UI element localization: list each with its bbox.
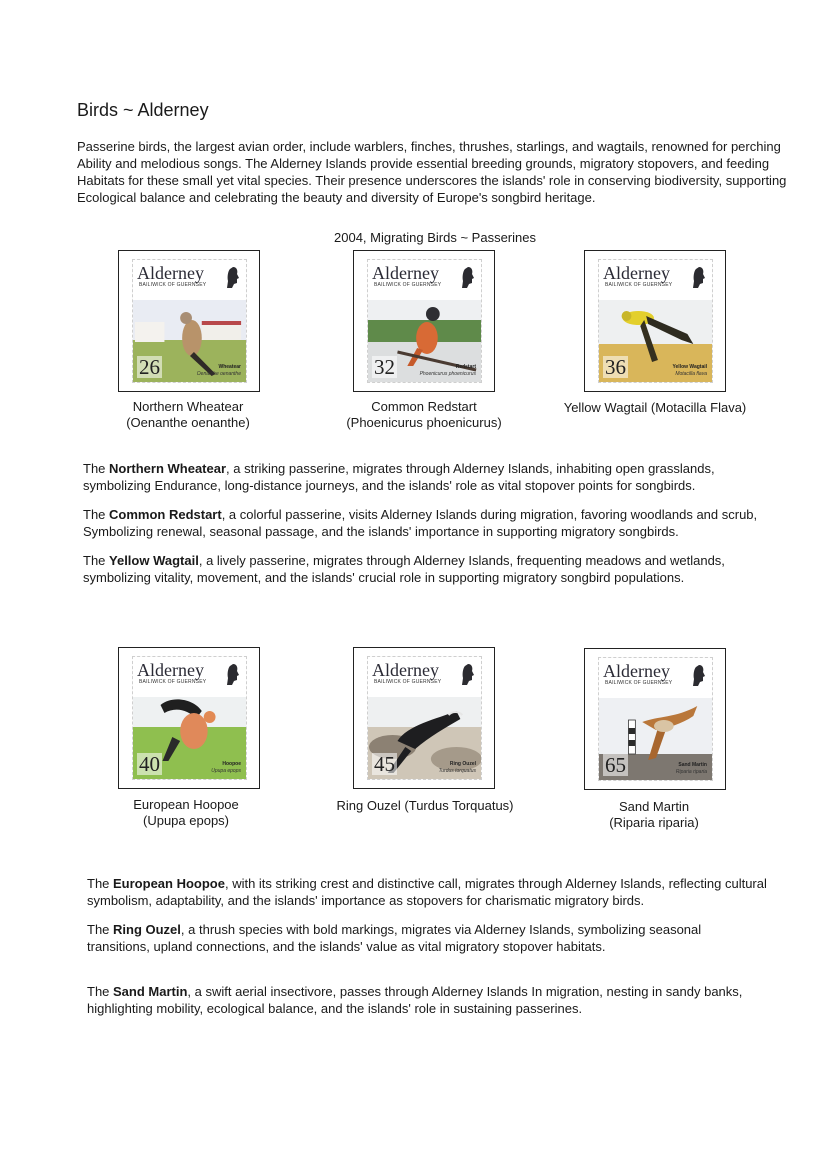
stamp-value: 65 xyxy=(605,753,626,777)
caption-hoopoe xyxy=(76,797,296,829)
stamp-country: Alderney xyxy=(372,660,439,680)
description-ring-ouzel xyxy=(87,921,767,955)
caption-sand-martin xyxy=(544,799,764,831)
description-hoopoe xyxy=(87,875,767,909)
caption-yellow-wagtail xyxy=(545,400,765,416)
stamp-subtitle: BAILIWICK OF GUERNSEY xyxy=(605,282,673,288)
queen-head-icon xyxy=(226,266,240,288)
stamp-subtitle: BAILIWICK OF GUERNSEY xyxy=(605,680,673,686)
stamp-bird-name: Ring Ouzel xyxy=(449,761,476,767)
stamp-bird-name: Hoopoe xyxy=(222,761,241,767)
stamp-face xyxy=(132,656,247,780)
stamp-latin-name: Upupa epops xyxy=(211,768,241,774)
queen-head-icon xyxy=(692,266,706,288)
description-text: , a colorful passerine, visits Alderney Islands during migration, favoring woodlands and scrub, Symbolizing renewal, seasonal passage, and the islands' importance in supporting migratory songbirds. xyxy=(83,507,758,539)
queen-head-icon xyxy=(226,663,240,685)
stamp-value: 26 xyxy=(139,355,160,379)
description-text: , a striking passerine, migrates through Alderney Islands, inhabiting open grasslands, symbolizing Endurance, long-distance journeys, and the islands' role as vital stopover points for songbirds. xyxy=(83,461,715,493)
stamp-value: 36 xyxy=(605,355,626,379)
stamp-face xyxy=(598,259,713,383)
caption-common-name: Yellow Wagtail (Motacilla Flava) xyxy=(563,400,747,415)
stamp-latin-name: Riparia riparia xyxy=(675,769,707,775)
stamp-wheatear xyxy=(118,250,260,392)
description-bird-name: Yellow Wagtail xyxy=(109,553,199,568)
caption-common-name: Common Redstart xyxy=(371,399,477,414)
description-text: , a lively passerine, migrates through Alderney Islands, frequenting meadows and wetlands, symbolizing vitality, movement, and the islands' crucial role in supporting migratory songbird populations. xyxy=(83,553,725,585)
stamp-header xyxy=(599,260,712,300)
stamp-face xyxy=(598,657,713,781)
description-yellow-wagtail xyxy=(83,552,783,586)
stamp-yellow-wagtail xyxy=(584,250,726,392)
description-prefix: The xyxy=(87,876,114,891)
intro-paragraph: Passerine birds, the largest avian order, include warblers, finches, thrushes, starlings, and wagtails, renowned for perching Ability and melodious songs. The Alderney Islands provide essential breeding grounds, migratory stopovers, and feeding Habitats for these small yet vital species. Their presence underscores the islands' role in conserving biodiversity, supporting Ecological balance and celebrating the beauty and diversity of Europe's songbird heritage. xyxy=(77,139,787,205)
stamp-face xyxy=(367,656,482,780)
caption-latin-name: (Upupa epops) xyxy=(143,813,229,828)
description-text: , a swift aerial insectivore, passes through Alderney Islands In migration, nesting in sandy banks, highlighting mobility, ecological balance, and the islands' role in sustaining passerines. xyxy=(87,984,743,1016)
stamp-face xyxy=(367,259,482,383)
stamp-header xyxy=(599,658,712,698)
caption-common-name: Northern Wheatear xyxy=(132,399,244,414)
stamp-hoopoe xyxy=(118,647,260,789)
description-prefix: The xyxy=(87,984,114,999)
description-sand-martin xyxy=(87,983,767,1017)
stamp-sand-martin xyxy=(584,648,726,790)
page-title: Birds ~ Alderney xyxy=(77,100,209,120)
caption-latin-name: (Oenanthe oenanthe) xyxy=(126,415,250,430)
stamp-country: Alderney xyxy=(603,263,670,283)
description-bird-name: European Hoopoe xyxy=(113,876,225,891)
stamp-value: 32 xyxy=(374,355,395,379)
stamp-header xyxy=(368,260,481,300)
stamp-subtitle: BAILIWICK OF GUERNSEY xyxy=(374,679,442,685)
stamp-latin-name: Turdus torquatus xyxy=(438,768,476,774)
description-text: , with its striking crest and distinctive call, migrates through Alderney Islands, reflecting cultural symbolism, adaptability, and the islands' importance as stopovers for charismatic migratory birds. xyxy=(87,876,767,908)
description-bird-name: Sand Martin xyxy=(113,984,188,999)
stamp-face xyxy=(132,259,247,383)
stamp-header xyxy=(133,260,246,300)
stamp-subtitle: BAILIWICK OF GUERNSEY xyxy=(139,282,207,288)
stamp-latin-name: Motacilla flava xyxy=(675,371,707,377)
description-prefix: The xyxy=(83,507,110,522)
description-prefix: The xyxy=(83,461,110,476)
stamp-subtitle: BAILIWICK OF GUERNSEY xyxy=(139,679,207,685)
stamp-country: Alderney xyxy=(137,263,204,283)
stamp-ring-ouzel xyxy=(353,647,495,789)
description-wheatear xyxy=(83,460,783,494)
set-title: 2004, Migrating Birds ~ Passerines xyxy=(334,230,536,245)
stamp-country: Alderney xyxy=(603,661,670,681)
queen-head-icon xyxy=(461,663,475,685)
stamp-latin-name: Phoenicurus phoenicurus xyxy=(419,371,476,377)
description-bird-name: Ring Ouzel xyxy=(113,922,181,937)
description-bird-name: Northern Wheatear xyxy=(109,461,227,476)
caption-common-name: Ring Ouzel (Turdus Torquatus) xyxy=(336,798,514,813)
caption-latin-name: (Phoenicurus phoenicurus) xyxy=(346,415,502,430)
description-prefix: The xyxy=(87,922,114,937)
stamp-latin-name: Oenanthe oenanthe xyxy=(196,371,241,377)
stamp-value: 45 xyxy=(374,752,395,776)
description-prefix: The xyxy=(83,553,110,568)
description-bird-name: Common Redstart xyxy=(109,507,222,522)
description-text: , a thrush species with bold markings, migrates via Alderney Islands, symbolizing seasonal transitions, upland connections, and the islands' value as vital migratory stopover habitats. xyxy=(87,922,702,954)
stamp-bird-name: Wheatear xyxy=(218,364,241,370)
stamp-subtitle: BAILIWICK OF GUERNSEY xyxy=(374,282,442,288)
stamp-bird-name: Yellow Wagtail xyxy=(672,364,707,370)
stamp-country: Alderney xyxy=(137,660,204,680)
caption-common-name: Sand Martin xyxy=(618,799,690,814)
caption-latin-name: (Riparia riparia) xyxy=(609,815,699,830)
caption-ring-ouzel xyxy=(315,798,535,814)
queen-head-icon xyxy=(461,266,475,288)
stamp-country: Alderney xyxy=(372,263,439,283)
caption-common-name: European Hoopoe xyxy=(133,797,239,812)
caption-redstart xyxy=(314,399,534,431)
stamp-header xyxy=(133,657,246,697)
stamp-bird-name: Redstart xyxy=(455,364,476,370)
description-redstart xyxy=(83,506,783,540)
stamp-value: 40 xyxy=(139,752,160,776)
queen-head-icon xyxy=(692,664,706,686)
stamp-redstart xyxy=(353,250,495,392)
caption-wheatear xyxy=(78,399,298,431)
stamp-header xyxy=(368,657,481,697)
stamp-bird-name: Sand Martin xyxy=(678,762,707,768)
